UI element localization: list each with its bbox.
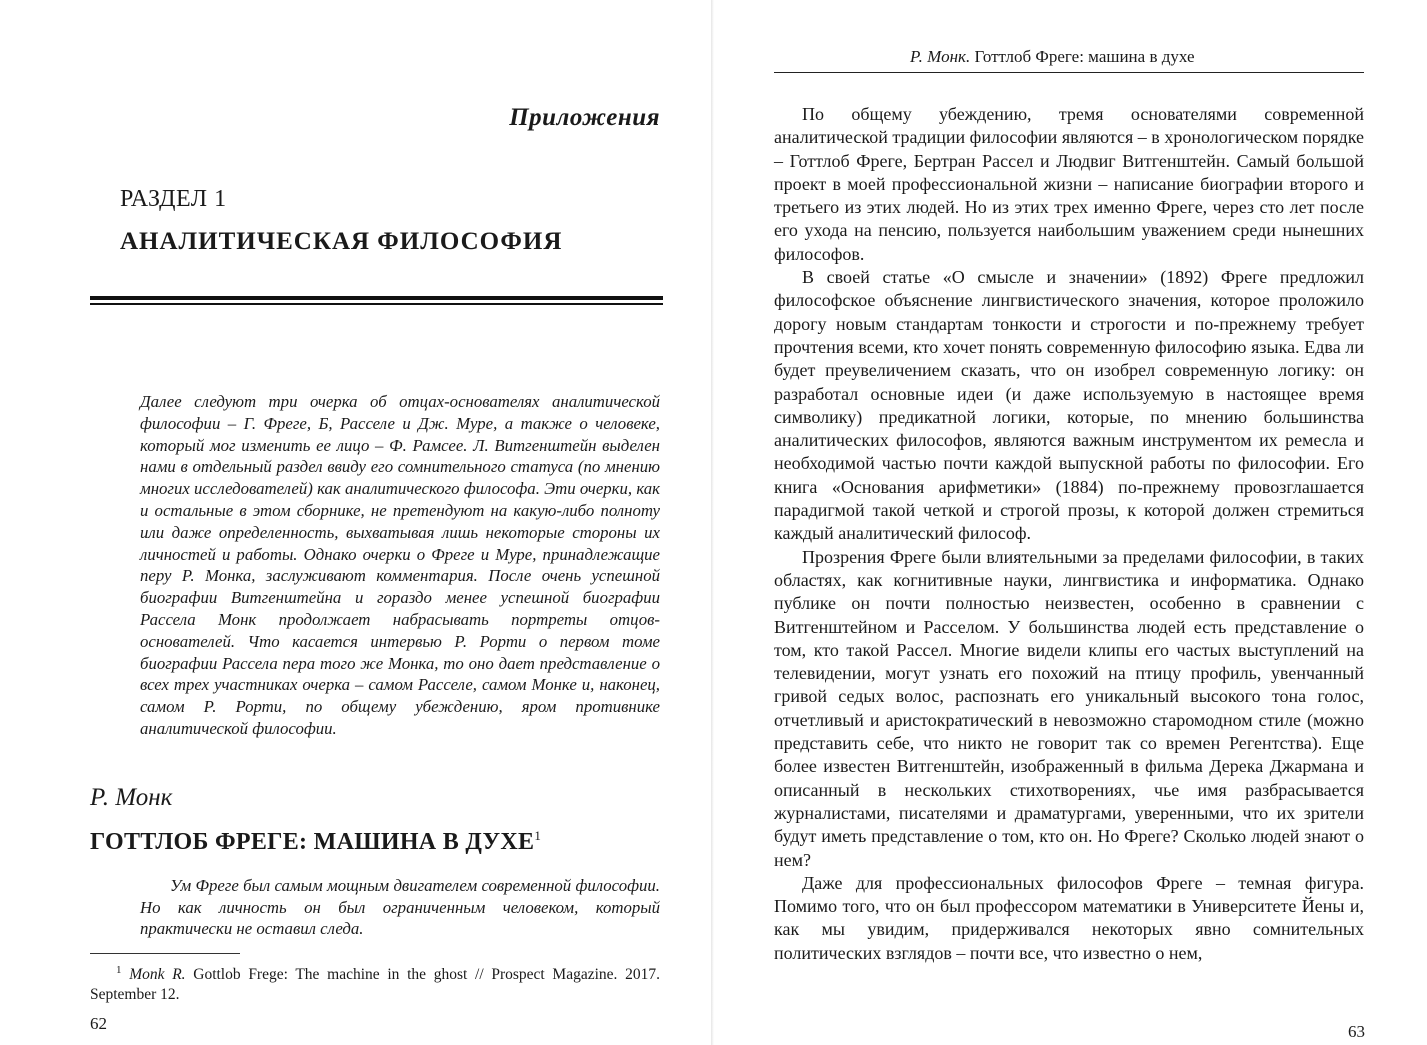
paragraph: В своей статье «О смысле и значении» (1892) Фреге предложил философское объяснение лингвистического значения, которое проложило дорогу новым стандартам тонкости и строгости и по-прежнему требует прочтения всеми, кто хочет понять современную философию языка. Едва ли будет преувеличением сказать, что он изобрел современную логику: он разработал основные идеи (и даже используемую в настоящее время символику) предикатной логики, которые, по мнению большинства аналитических философов, являются важным инструментом их ремесла и необходимой частью почти каждой выпускной работы по философии. Его книга «Основания арифметики» (1884) по-прежнему провозглашается парадигмой такой четкой и строгой прозы, к которой должен стремиться каждый аналитический философ. xyxy=(774,267,1364,544)
footnote xyxy=(90,960,660,1005)
page-number: 63 xyxy=(1348,1022,1365,1041)
section-intro: Далее следуют три очерка об отцах-основателях аналитической философии – Г. Фреге, Б, Расселе и Дж. Муре, а также о человеке, который мог изменить ее лицо – Ф. Рамсее. Л. Витгенштейн выделен нами в отдельный раздел ввиду его сомнительного статуса (по мнению многих исследователей) как аналитического философа. Эти очерки, как и остальные в этом сборнике, не претендуют на какую-либо полноту или даже определенность, выхватывая лишь некоторые стороны их личностей и работы. Однако очерки о Фреге и Муре, принадлежащие перу Р. Монка, заслуживают комментария. После очень успешной биографии Витгенштейна и гораздо менее успешной биографии Рассела Монк продолжает набрасывать портреты отцов-основателей. Что касается интервью Р. Рорти о первом томе биографии Рассела пера того же Монка, то оно дает представление о всех трех участниках очерка – самом Расселе, самом Монке и, наконец, самом Р. Рорти, по общему убеждению, яром противнике аналитической философии. xyxy=(140,392,660,738)
footnote-author: Monk R. xyxy=(129,966,186,984)
page-number: 62 xyxy=(90,1014,107,1033)
section-label: РАЗДЕЛ 1 xyxy=(120,186,227,212)
footnote-reference: 1 xyxy=(534,828,542,843)
epigraph: Ум Фреге был самым мощным двигателем современной философии. Но как личность он был ограниченным человеком, который практически не оставил следа. xyxy=(140,876,660,938)
section-divider-thick xyxy=(90,296,663,300)
article-title-text: ГОТТЛОБ ФРЕГЕ: МАШИНА В ДУХЕ xyxy=(90,829,535,855)
running-header-author: Р. Монк. xyxy=(910,47,971,66)
section-title: АНАЛИТИЧЕСКАЯ ФИЛОСОФИЯ xyxy=(120,228,563,255)
article-title xyxy=(90,828,541,856)
paragraph: Даже для профессиональных философов Фреге – темная фигура. Помимо того, что он был профессором математики в Университете Йены и, как мы увидим, придерживался некоторых явно сомнительных политических взглядов – почти все, что известно о нем, xyxy=(774,872,1364,963)
footnote-text: Gottlob Frege: The machine in the ghost // Prospect Magazine. 2017. September 12. xyxy=(90,966,660,1004)
footnote-rule xyxy=(90,953,240,954)
left-page xyxy=(0,0,713,1045)
footnote-mark: 1 xyxy=(116,964,122,976)
running-header-title: Готтлоб Фреге: машина в духе xyxy=(970,47,1195,66)
right-page xyxy=(714,0,1427,1045)
header-rule xyxy=(774,72,1364,73)
paragraph: Прозрения Фреге были влиятельными за пределами философии, в таких областях, как когнитивные науки, лингвистика и информатика. Однако публике он почти полностью неизвестен, особенно в сравнении с Витгенштейном и Расселом. У большинства людей есть представление о том, кто такой Рассел. Многие видели клипы его частых выступлений на телевидении, могут узнать его похожий на птицу профиль, увенчанный гривой седых волос, распознать его уникальный высокого тона голос, отчетливый и аристократический в невозможно старомодном стиле (можно представить себе, что никто не говорит так со времен Регентства). Еще более известен Витгенштейн, изображенный в фильма Дерека Джармана и описанный в нескольких стихотворениях, чье имя разбрасывается журналистами, писателями и драматургами, уверенными, что их зрители будут иметь представление о том, кто он. Но Фреге? Сколько людей знают о нем? xyxy=(774,546,1364,870)
article-body xyxy=(774,103,1364,965)
section-divider-thin xyxy=(90,303,663,305)
appendix-title: Приложения xyxy=(509,104,660,131)
paragraph: По общему убеждению, тремя основателями современной аналитической традиции философии являются – в хронологическом порядке – Готтлоб Фреге, Бертран Рассел и Людвиг Витгенштейн. Самый большой проект в моей профессиональной жизни – написание биографии второго и третьего из этих людей. Но из этих трех именно Фреге, через сто лет после его ухода на пенсию, пользуется наибольшим уважением среди нынешних философов. xyxy=(774,104,1364,264)
running-header xyxy=(910,47,1195,67)
article-author: Р. Монк xyxy=(90,784,173,811)
